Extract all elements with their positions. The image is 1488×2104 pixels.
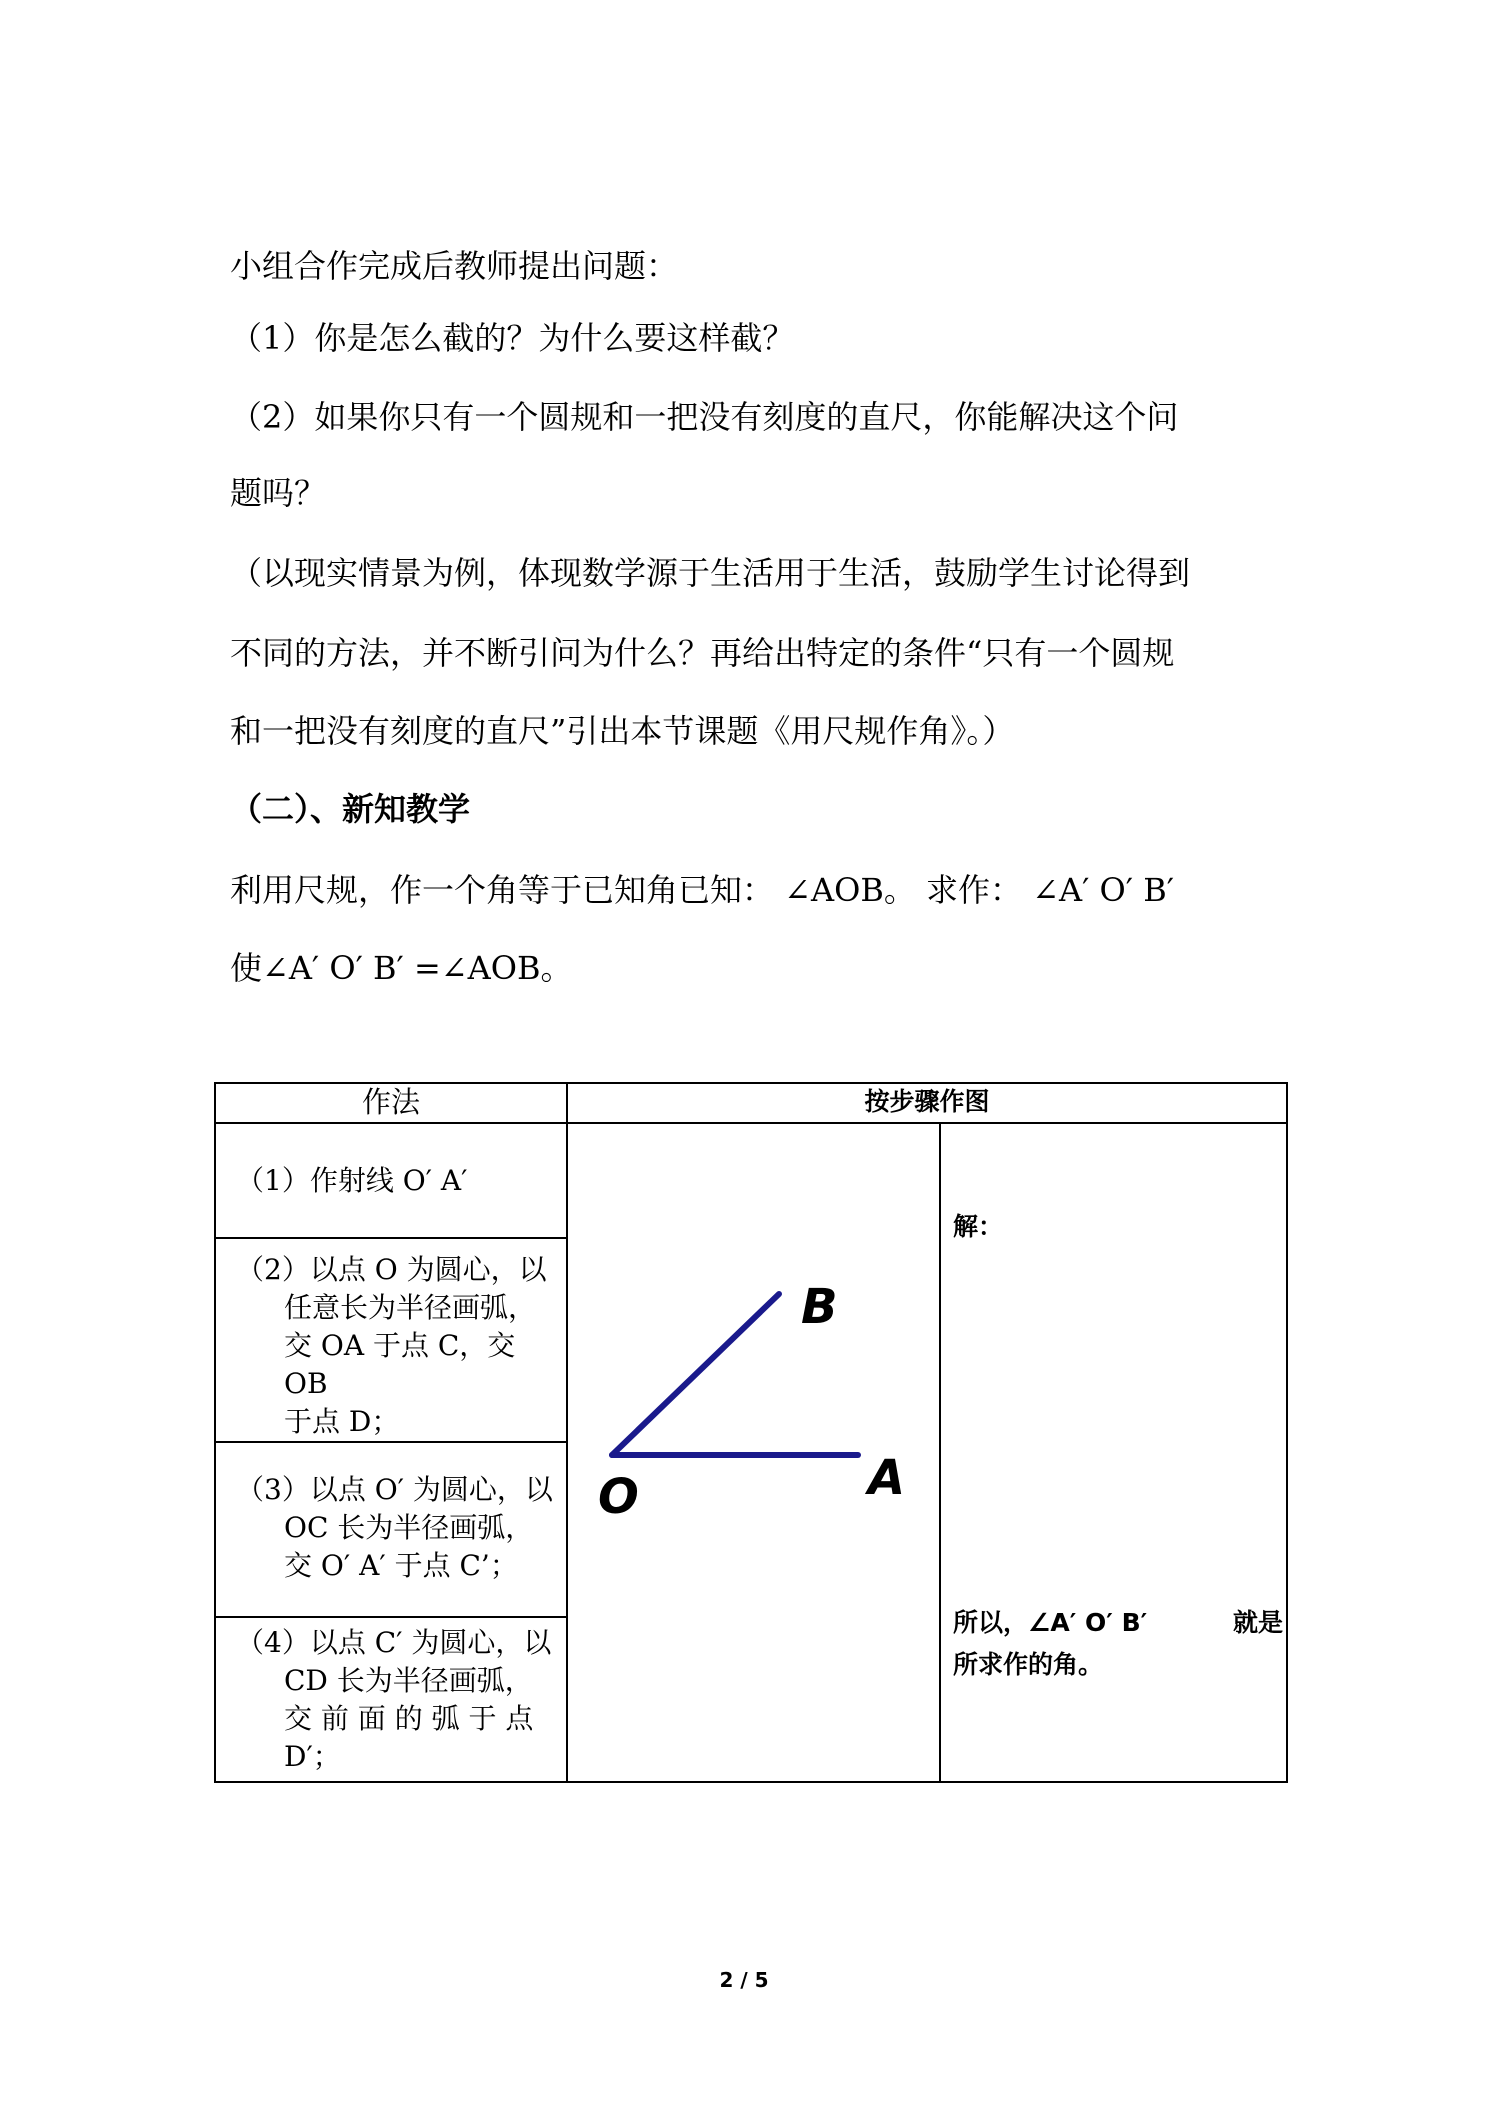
table-header-steps: 按步骤作图 — [567, 1083, 1287, 1123]
paragraph-question-1: （1）你是怎么截的？为什么要这样截？ — [230, 319, 795, 357]
page-number: 2 / 5 — [719, 1968, 769, 1992]
paragraph-task-line1: 利用尺规，作一个角等于已知角已知： ∠AOB。 求作： ∠A′ O′ B′ — [230, 871, 1175, 909]
step-4-text: （4）以点 C′ 为圆心，以 — [236, 1626, 552, 1659]
label-a: A — [868, 1450, 906, 1506]
step-4-cell — [215, 1617, 567, 1782]
step-3-text-cont: 交 O′ A′ 于点 C’； — [284, 1549, 518, 1582]
figure-cell — [567, 1123, 940, 1782]
ray-ob — [612, 1294, 779, 1455]
step-2-text-cont: 交 OA 于点 C，交 OB — [284, 1329, 516, 1400]
label-o: O — [598, 1469, 639, 1525]
paragraph-note-line3: 和一把没有刻度的直尺”引出本节课题《用尺规作角》。） — [230, 712, 1015, 750]
paragraph-note-line1: （以现实情景为例，体现数学源于生活用于生活，鼓励学生讨论得到 — [230, 554, 1191, 592]
paragraph-question-2-line2: 题吗？ — [230, 474, 327, 512]
paragraph-note-line2: 不同的方法，并不断引问为什么？再给出特定的条件“只有一个圆规 — [230, 634, 1175, 672]
step-3-cell — [215, 1442, 567, 1617]
step-2-text: （2）以点 O 为圆心，以 — [236, 1253, 547, 1286]
paragraph-question-2-line1: （2）如果你只有一个圆规和一把没有刻度的直尺，你能解决这个问 — [230, 398, 1179, 436]
paragraph-question-intro: 小组合作完成后教师提出问题： — [230, 247, 679, 285]
step-2-text-cont: 于点 D； — [284, 1405, 400, 1438]
step-4-text-cont: CD 长为半径画弧， — [284, 1664, 533, 1697]
solution-conclusion-line2: 所求作的角。 — [953, 1650, 1104, 1679]
paragraph-task-line2: 使∠A′ O′ B′ =∠AOB。 — [230, 949, 573, 987]
section-heading: （二）、新知教学 — [230, 790, 471, 828]
solution-conclusion-right: 就是 — [1232, 1608, 1283, 1637]
solution-conclusion — [953, 1602, 1283, 1686]
step-2-text-cont: 任意长为半径画弧， — [284, 1291, 537, 1324]
step-4-text-cont: 交 前 面 的 弧 于 点 — [284, 1702, 534, 1735]
construction-table — [214, 1082, 1288, 1783]
step-3-text: （3）以点 O′ 为圆心，以 — [236, 1473, 553, 1506]
solution-intro: 解： — [953, 1212, 1004, 1241]
step-2-cell — [215, 1238, 567, 1442]
solution-cell — [940, 1123, 1287, 1782]
step-1-text: （1）作射线 O′ A′ — [236, 1164, 468, 1197]
angle-figure — [568, 1124, 939, 1755]
step-4-text-cont: D′； — [284, 1740, 341, 1773]
label-b: B — [801, 1279, 838, 1335]
solution-conclusion-left: 所以，∠A′ O′ B′ — [953, 1608, 1148, 1637]
step-3-text-cont: OC 长为半径画弧， — [284, 1511, 534, 1544]
step-1-cell — [215, 1123, 567, 1238]
table-header-method: 作法 — [215, 1083, 567, 1123]
